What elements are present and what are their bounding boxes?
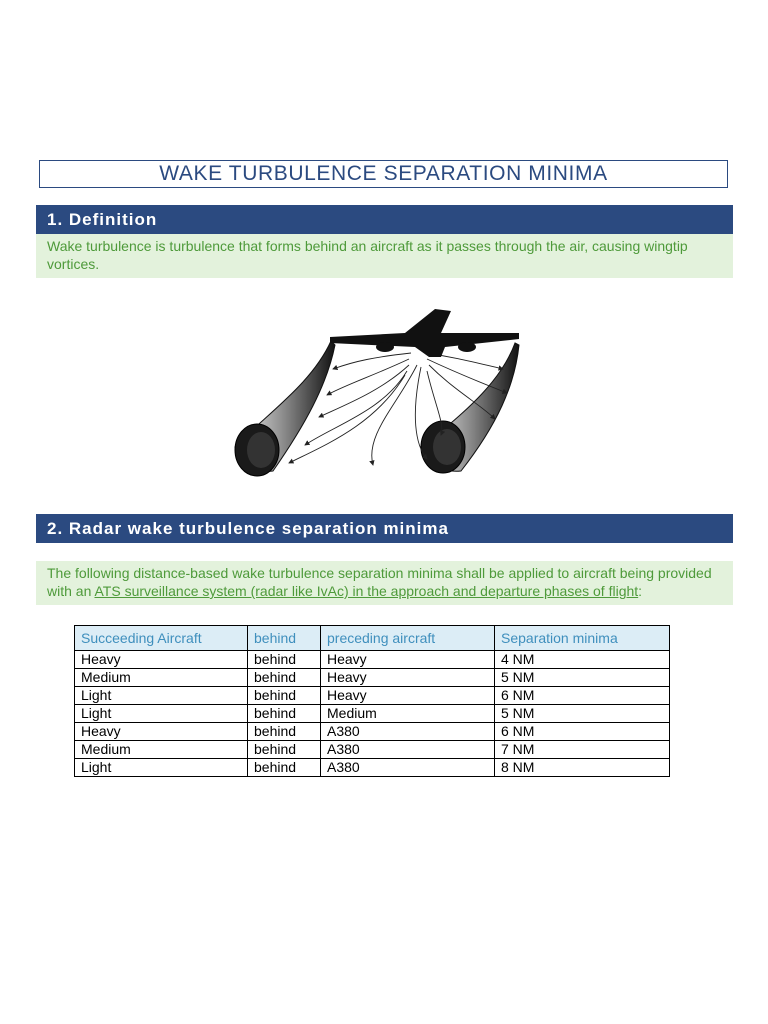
preceding-aircraft-cell: A380	[321, 723, 495, 741]
succeeding-aircraft-cell: Medium	[75, 669, 248, 687]
table-row	[75, 741, 670, 759]
behind-cell: behind	[248, 741, 321, 759]
table-row	[75, 723, 670, 741]
header-separation-minima: Separation minima	[495, 626, 670, 651]
behind-cell: behind	[248, 759, 321, 777]
separation-cell: 5 NM	[495, 669, 670, 687]
behind-cell: behind	[248, 669, 321, 687]
table-row	[75, 687, 670, 705]
preceding-aircraft-cell: Heavy	[321, 651, 495, 669]
header-succeeding-aircraft: Succeeding Aircraft	[75, 626, 248, 651]
preceding-aircraft-cell: Heavy	[321, 669, 495, 687]
separation-cell: 6 NM	[495, 687, 670, 705]
behind-cell: behind	[248, 705, 321, 723]
separation-cell: 4 NM	[495, 651, 670, 669]
radar-minima-text	[36, 561, 733, 605]
wake-vortex-aircraft-icon	[215, 295, 555, 487]
separation-minima-table	[74, 625, 670, 777]
behind-cell: behind	[248, 651, 321, 669]
preceding-aircraft-cell: Heavy	[321, 687, 495, 705]
page-title: WAKE TURBULENCE SEPARATION MINIMA	[39, 160, 728, 188]
header-preceding-aircraft: preceding aircraft	[321, 626, 495, 651]
definition-text: Wake turbulence is turbulence that forms behind an aircraft as it passes through the air, causing wingtip vortices.	[36, 234, 733, 278]
section-heading-radar-minima: 2. Radar wake turbulence separation minima	[36, 514, 733, 543]
behind-cell: behind	[248, 723, 321, 741]
separation-cell: 6 NM	[495, 723, 670, 741]
succeeding-aircraft-cell: Heavy	[75, 723, 248, 741]
table-header-row	[75, 626, 670, 651]
table-row	[75, 759, 670, 777]
separation-cell: 7 NM	[495, 741, 670, 759]
radar-minima-text-after: :	[638, 583, 643, 599]
table-row	[75, 669, 670, 687]
radar-minima-text-before: The following distance-based wake turbulence separation minima shall be applied to aircraft being provided with an	[47, 565, 712, 599]
succeeding-aircraft-cell: Heavy	[75, 651, 248, 669]
succeeding-aircraft-cell: Light	[75, 705, 248, 723]
separation-cell: 5 NM	[495, 705, 670, 723]
section-heading-definition: 1. Definition	[36, 205, 733, 234]
table-row	[75, 705, 670, 723]
succeeding-aircraft-cell: Medium	[75, 741, 248, 759]
preceding-aircraft-cell: A380	[321, 759, 495, 777]
preceding-aircraft-cell: Medium	[321, 705, 495, 723]
succeeding-aircraft-cell: Light	[75, 687, 248, 705]
preceding-aircraft-cell: A380	[321, 741, 495, 759]
ats-surveillance-link[interactable]: ATS surveillance system (radar like IvAc) in the approach and departure phases of flight	[94, 583, 639, 599]
separation-cell: 8 NM	[495, 759, 670, 777]
succeeding-aircraft-cell: Light	[75, 759, 248, 777]
behind-cell: behind	[248, 687, 321, 705]
header-behind: behind	[248, 626, 321, 651]
table-row	[75, 651, 670, 669]
